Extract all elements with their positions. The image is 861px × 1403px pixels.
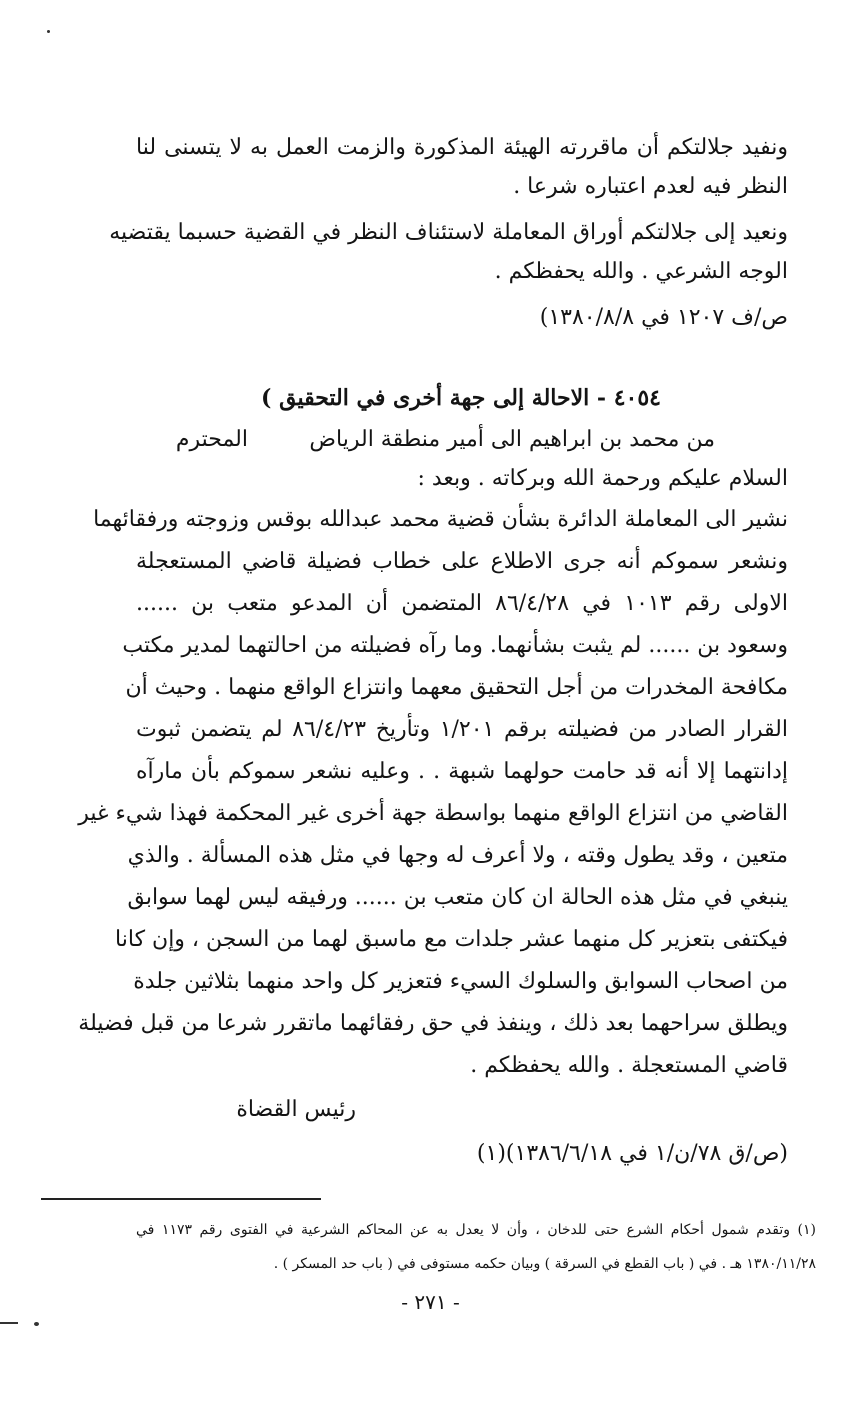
- body-line: ونشعر سموكم أنه جرى الاطلاع على خطاب فضيلة قاضي المستعجلة: [136, 549, 788, 574]
- margin-mark: [0, 1322, 18, 1324]
- section-heading: ٤٠٥٤ - الاحالة إلى جهة أخرى في التحقيق ): [261, 385, 661, 411]
- body-line: من اصحاب السوابق والسلوك السيء فتعزير كل واحد منهما بثلاثين جلدة: [133, 969, 788, 994]
- body-line: وسعود بن ...... لم يثبت بشأنهما. وما رآه فضيلته من احالتهما لمدير مكتب: [122, 633, 788, 658]
- footnote-line: ١٣٨٠/١١/٢٨ هـ . في ( باب القطع في السرقة ) وبيان حكمه مستوفى في ( باب حد المسكر ) .: [273, 1256, 816, 1272]
- addressee: من محمد بن ابراهيم الى أمير منطقة الرياض: [309, 427, 715, 452]
- footnote-divider: [41, 1198, 321, 1200]
- honorific: المحترم: [175, 427, 248, 452]
- body-line: متعين ، وقد يطول وقته ، ولا أعرف له وجها في مثل هذه المسألة . والذي: [127, 843, 788, 868]
- body-line: نشير الى المعاملة الدائرة بشأن قضية محمد عبدالله بوقس وزوجته ورفقائهما: [93, 507, 788, 532]
- paragraph-line: ونعيد إلى جلالتكم أوراق المعاملة لاستئناف النظر في القضية حسبما يقتضيه: [109, 220, 788, 245]
- body-line: إدانتهما إلا أنه قد حامت حولهما شبهة . . وعليه نشعر سموكم بأن مارآه: [136, 759, 788, 784]
- body-line: ويطلق سراحهما بعد ذلك ، وينفذ في حق رفقائهما ماتقرر شرعا من قبل فضيلة: [78, 1011, 788, 1036]
- page-number: - ٢٧١ -: [401, 1290, 460, 1314]
- greeting-line: السلام عليكم ورحمة الله وبركاته . وبعد :: [417, 466, 788, 491]
- paragraph-line: ونفيد جلالتكم أن ماقررته الهيئة المذكورة والزمت العمل به لا يتسنى لنا: [136, 135, 788, 160]
- body-line: فيكتفى بتعزير كل منهما عشر جلدات مع ماسبق لهما من السجن ، وإن كانا: [115, 927, 788, 952]
- body-line: ينبغي في مثل هذه الحالة ان كان متعب بن ...... ورفيقه ليس لهما سوابق: [127, 885, 788, 910]
- scan-speck: [34, 1322, 39, 1326]
- body-line: القاضي من انتزاع الواقع منهما بواسطة جهة أخرى غير المحكمة فهذا شيء غير: [78, 801, 788, 826]
- paragraph-line: الوجه الشرعي . والله يحفظكم .: [494, 259, 788, 284]
- body-line: الاولى رقم ١٠١٣ في ٨٦/٤/٢٨ المتضمن أن المدعو متعب بن ......: [136, 591, 788, 616]
- reference-line: ص/ف ١٢٠٧ في ١٣٨٠/٨/٨): [539, 305, 788, 330]
- footnote-line: (١) وتقدم شمول أحكام الشرع حتى للدخان ، وأن لا يعدل به عن المحاكم الشرعية في الفتوى رقم ١١٧٣ في: [136, 1222, 817, 1238]
- body-line: قاضي المستعجلة . والله يحفظكم .: [470, 1053, 788, 1078]
- body-line: القرار الصادر من فضيلته برقم ١/٢٠١ وتأريخ ٨٦/٤/٢٣ لم يتضمن ثبوت: [136, 717, 788, 742]
- paragraph-line: النظر فيه لعدم اعتباره شرعا .: [513, 174, 788, 199]
- signature: رئيس القضاة: [236, 1097, 356, 1122]
- reference-line: (ص/ق ٧٨/ن/١ في ١٣٨٦/٦/١٨)(١): [476, 1141, 788, 1166]
- scan-speck: [47, 30, 50, 33]
- body-line: مكافحة المخدرات من أجل التحقيق معهما وانتزاع الواقع منهما . وحيث أن: [125, 675, 788, 700]
